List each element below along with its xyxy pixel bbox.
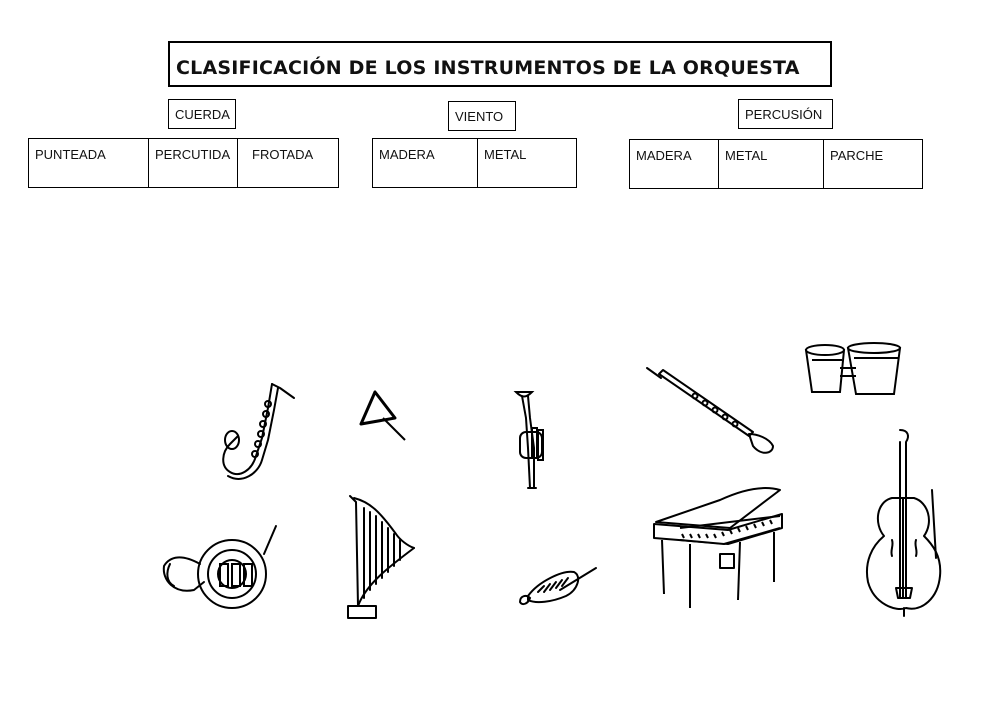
drop-zone-percusion-parche[interactable]: PARCHE [823, 139, 923, 189]
worksheet-title: CLASIFICACIÓN DE LOS INSTRUMENTOS DE LA ORQUESTA [168, 41, 832, 87]
harp-icon[interactable] [340, 494, 420, 622]
drop-zone-viento-madera[interactable]: MADERA [372, 138, 478, 188]
drop-zone-cuerda-percutida[interactable]: PERCUTIDA [148, 138, 238, 188]
drop-zone-cuerda-frotada[interactable]: FROTADA [237, 138, 339, 188]
guiro-icon[interactable] [518, 562, 598, 608]
drop-zone-percusion-madera[interactable]: MADERA [629, 139, 719, 189]
category-viento[interactable]: VIENTO [448, 101, 516, 131]
saxophone-icon[interactable] [210, 378, 302, 486]
category-percusion[interactable]: PERCUSIÓN [738, 99, 833, 129]
french-horn-icon[interactable] [160, 520, 282, 626]
grand-piano-icon[interactable] [650, 484, 786, 612]
drop-zone-viento-metal[interactable]: METAL [477, 138, 577, 188]
oboe-icon[interactable] [645, 364, 777, 458]
trumpet-icon[interactable] [508, 388, 554, 493]
drop-zone-cuerda-punteada[interactable]: PUNTEADA [28, 138, 149, 188]
bongos-icon[interactable] [804, 342, 902, 398]
category-cuerda[interactable]: CUERDA [168, 99, 236, 129]
double-bass-icon[interactable] [862, 428, 944, 618]
drop-zone-percusion-metal[interactable]: METAL [718, 139, 824, 189]
triangle-icon[interactable] [355, 388, 410, 443]
